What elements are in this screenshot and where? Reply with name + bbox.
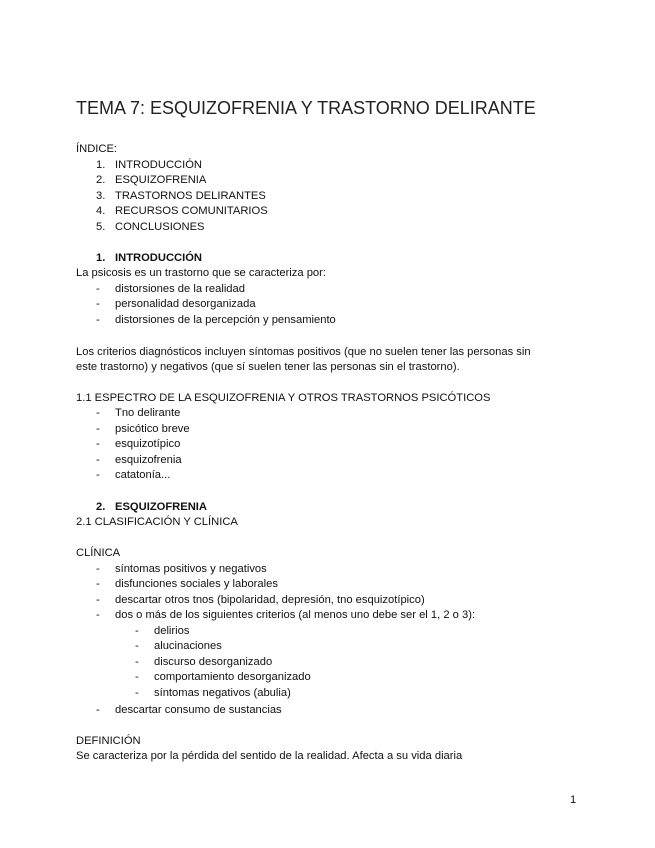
criteria-item: síntomas negativos (abulia)	[154, 687, 291, 699]
list-item: distorsiones de la percepción y pensamiento	[115, 314, 336, 326]
bullet-dash: -	[96, 454, 100, 466]
list-item: catatonía...	[115, 469, 171, 481]
bullet-dash: -	[96, 563, 100, 575]
bullet-dash: -	[96, 423, 100, 435]
list-item: descartar consumo de sustancias	[115, 704, 282, 716]
subsection-heading: 1.1 ESPECTRO DE LA ESQUIZOFRENIA Y OTROS TRASTORNOS PSICÓTICOS	[76, 392, 491, 404]
index-item-esquizofrenia: ESQUIZOFRENIA	[115, 174, 207, 186]
bullet-dash: -	[135, 687, 139, 699]
index-heading: ÍNDICE:	[76, 143, 118, 155]
bullet-dash: -	[96, 283, 100, 295]
bullet-dash: -	[135, 640, 139, 652]
bullet-dash: -	[96, 578, 100, 590]
definicion-heading: DEFINICIÓN	[76, 735, 141, 747]
index-num: 2.	[96, 174, 106, 186]
bullet-dash: -	[96, 594, 100, 606]
index-num: 1.	[96, 159, 106, 171]
list-item: dos o más de los siguientes criterios (al menos uno debe ser el 1, 2 o 3):	[115, 609, 476, 621]
section1-heading: INTRODUCCIÓN	[115, 252, 203, 264]
definicion-text: Se caracteriza por la pérdida del sentido de la realidad. Afecta a su vida diaria	[76, 750, 463, 762]
index-num: 4.	[96, 205, 106, 217]
bullet-dash: -	[135, 625, 139, 637]
criteria-item: comportamiento desorganizado	[154, 671, 311, 683]
index-item-trastornos-delirantes: TRASTORNOS DELIRANTES	[115, 190, 266, 202]
paragraph-line: Los criterios diagnósticos incluyen síntomas positivos (que no suelen tener las personas sin	[76, 346, 531, 358]
section1-intro: La psicosis es un trastorno que se caracteriza por:	[76, 267, 326, 279]
bullet-dash: -	[96, 298, 100, 310]
page-number: 1	[570, 794, 577, 806]
list-item: Tno delirante	[115, 407, 181, 419]
bullet-dash: -	[96, 609, 100, 621]
list-item: esquizofrenia	[115, 454, 182, 466]
subsection-heading: 2.1 CLASIFICACIÓN Y CLÍNICA	[76, 516, 238, 528]
paragraph-line: este trastorno) y negativos (que sí suelen tener las personas sin el trastorno).	[76, 361, 460, 373]
bullet-dash: -	[96, 438, 100, 450]
list-item: disfunciones sociales y laborales	[115, 578, 278, 590]
section2-heading: ESQUIZOFRENIA	[115, 501, 207, 513]
index-item-recursos-comunitarios: RECURSOS COMUNITARIOS	[115, 205, 268, 217]
list-item: descartar otros tnos (bipolaridad, depresión, tno esquizotípico)	[115, 594, 425, 606]
section2-number: 2.	[96, 501, 106, 513]
bullet-dash: -	[135, 671, 139, 683]
section1-number: 1.	[96, 252, 106, 264]
index-item-conclusiones: CONCLUSIONES	[115, 221, 205, 233]
document-title: TEMA 7: ESQUIZOFRENIA Y TRASTORNO DELIRANTE	[76, 98, 536, 118]
bullet-dash: -	[96, 704, 100, 716]
clinica-heading: CLÍNICA	[76, 547, 121, 559]
list-item: síntomas positivos y negativos	[115, 563, 267, 575]
index-item-introduccion: INTRODUCCIÓN	[115, 159, 203, 171]
list-item: psicótico breve	[115, 423, 190, 435]
list-item: personalidad desorganizada	[115, 298, 256, 310]
bullet-dash: -	[96, 314, 100, 326]
bullet-dash: -	[135, 656, 139, 668]
criteria-item: delirios	[154, 625, 190, 637]
index-num: 3.	[96, 190, 106, 202]
list-item: distorsiones de la realidad	[115, 283, 245, 295]
criteria-item: discurso desorganizado	[154, 656, 273, 668]
list-item: esquizotípico	[115, 438, 181, 450]
bullet-dash: -	[96, 407, 100, 419]
index-num: 5.	[96, 221, 106, 233]
bullet-dash: -	[96, 469, 100, 481]
criteria-item: alucinaciones	[154, 640, 222, 652]
